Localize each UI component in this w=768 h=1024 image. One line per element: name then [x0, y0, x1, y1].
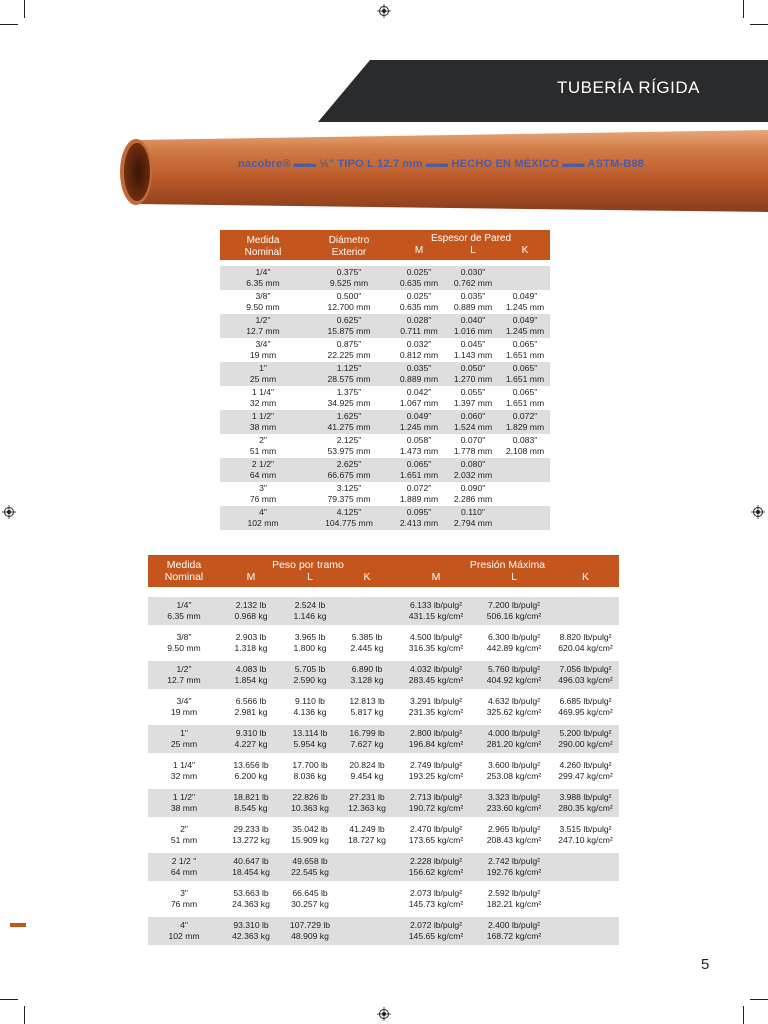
cell-nominal: 4" 102 mm	[220, 506, 306, 530]
cell-m: 0.032" 0.812 mm	[399, 339, 439, 360]
cell-pl: 6.300 lb/pulg² 442.89 kg/cm²	[486, 632, 542, 653]
cell-l: 0.035" 0.889 mm	[453, 291, 493, 312]
cell-wl: 66.645 lb 30.257 kg	[291, 888, 329, 909]
table-row	[220, 338, 550, 362]
cell-l: 0.090" 2.286 mm	[453, 483, 493, 504]
cell-diameter: 2.125" 53.975 mm	[327, 435, 371, 456]
cell-nominal: 2 1/2 " 64 mm	[148, 853, 220, 881]
cell-pm: 2.713 lb/pulg² 190.72 kg/cm²	[396, 789, 476, 817]
table-row	[148, 725, 619, 753]
cell-pm: 4.500 lb/pulg² 316.35 kg/cm²	[408, 632, 464, 653]
cell-nominal: 1" 25 mm	[220, 362, 306, 386]
cell-pm: 3.291 lb/pulg² 231.35 kg/cm²	[408, 696, 464, 717]
cell-wm: 93.310 lb 42.363 kg	[220, 917, 282, 945]
cell-wl: 49.658 lb 22.545 kg	[282, 853, 338, 881]
header-band	[318, 60, 768, 122]
cell-wk: 6.890 lb 3.128 kg	[338, 661, 396, 689]
table-row	[148, 917, 619, 945]
dimensions-table	[220, 230, 550, 530]
page-number: 5	[701, 956, 710, 973]
cell-pl: 2.592 lb/pulg² 182.21 kg/cm²	[486, 888, 542, 909]
cell-pl: 2.400 lb/pulg² 168.72 kg/cm²	[476, 917, 552, 945]
cell-diameter: 0.625" 15.875 mm	[306, 314, 392, 338]
cell-l: 0.050" 1.270 mm	[446, 362, 500, 386]
cell-nominal: 2" 51 mm	[249, 435, 277, 456]
cell-wk	[338, 885, 396, 913]
cell-nominal: 3" 76 mm	[170, 888, 198, 909]
cell-wl: 107.729 lb 48.909 kg	[282, 917, 338, 945]
cell-l: 0.045" 1.143 mm	[453, 339, 493, 360]
cell-diameter: 1.375" 34.925 mm	[327, 387, 371, 408]
cell-pk: 8.820 lb/pulg² 620.04 kg/cm²	[558, 632, 613, 653]
cell-pm: 2.749 lb/pulg² 193.25 kg/cm²	[408, 760, 464, 781]
cell-pl: 3.323 lb/pulg² 233.60 kg/cm²	[476, 789, 552, 817]
col-header-pressure-m: M	[396, 571, 476, 587]
col-header-wall: Espesor de Pared	[392, 230, 550, 245]
cell-nominal: 3/8" 9.50 mm	[246, 291, 280, 312]
cell-m: 0.028" 0.711 mm	[392, 314, 446, 338]
dimensions-table-body	[220, 260, 550, 530]
cell-nominal: 3/8" 9.50 mm	[167, 632, 201, 653]
cell-wk: 20.824 lb 9.454 kg	[349, 760, 385, 781]
table-row	[148, 821, 619, 849]
cell-k: 0.065" 1.651 mm	[505, 387, 545, 408]
col-header-weight: Peso por tramo	[220, 555, 396, 571]
cell-wl: 3.965 lb 1.800 kg	[293, 632, 327, 653]
cell-k: 0.049" 1.245 mm	[500, 314, 550, 338]
col-header-weight-l: L	[282, 571, 338, 587]
cell-m: 0.049" 1.245 mm	[392, 410, 446, 434]
cell-l: 0.110" 2.794 mm	[446, 506, 500, 530]
col-header-weight-k: K	[338, 571, 396, 587]
col-header-l: L	[446, 245, 500, 260]
registration-mark-icon	[377, 4, 391, 18]
table-row	[148, 757, 619, 785]
cell-wm: 40.647 lb 18.454 kg	[220, 853, 282, 881]
cell-pm: 2.470 lb/pulg² 173.65 kg/cm²	[408, 824, 464, 845]
cell-wm: 53.663 lb 24.363 kg	[232, 888, 270, 909]
pipe-imprint: nacobre® ▬▬ ½" TIPO L 12.7 mm ▬▬ HECHO EN MÉXICO ▬▬ ASTM-B88	[238, 158, 645, 170]
col-header-weight-m: M	[220, 571, 282, 587]
cell-k	[500, 482, 550, 506]
cell-m: 0.035" 0.889 mm	[392, 362, 446, 386]
cell-wk: 5.385 lb 2.445 kg	[350, 632, 384, 653]
table-row	[220, 266, 550, 290]
cell-wl: 17.700 lb 8.036 kg	[292, 760, 328, 781]
crop-mark	[743, 0, 744, 18]
cell-k: 0.083" 2.108 mm	[505, 435, 545, 456]
registration-mark-icon	[751, 505, 765, 519]
col-header-pressure: Presión Máxima	[396, 555, 619, 571]
cell-l: 0.055" 1.397 mm	[453, 387, 493, 408]
spacer-cell	[148, 587, 619, 597]
col-header-diameter: Diámetro Exterior	[306, 230, 392, 260]
cell-pl: 2.965 lb/pulg² 208.43 kg/cm²	[486, 824, 542, 845]
crop-mark	[24, 0, 25, 18]
weight-pressure-table	[148, 555, 619, 945]
cell-wl: 2.524 lb 1.146 kg	[282, 597, 338, 625]
cell-nominal: 3/4" 19 mm	[249, 339, 277, 360]
orange-marker	[10, 923, 26, 927]
table-row	[148, 693, 619, 721]
cell-pl: 5.760 lb/pulg² 404.92 kg/cm²	[476, 661, 552, 689]
cell-pk: 5.200 lb/pulg² 290.00 kg/cm²	[552, 725, 619, 753]
cell-wm: 6.566 lb 2.981 kg	[234, 696, 268, 717]
cell-pm: 2.072 lb/pulg² 145.65 kg/cm²	[396, 917, 476, 945]
crop-mark	[743, 1006, 744, 1024]
cell-wl: 35.042 lb 15.909 kg	[291, 824, 329, 845]
cell-l: 0.060" 1.524 mm	[446, 410, 500, 434]
table-row	[148, 885, 619, 913]
table-row	[148, 629, 619, 657]
cell-wm: 2.903 lb 1.318 kg	[234, 632, 268, 653]
cell-nominal: 1 1/2" 38 mm	[220, 410, 306, 434]
cell-wk: 16.799 lb 7.627 kg	[338, 725, 396, 753]
cell-pk: 6.685 lb/pulg² 469.95 kg/cm²	[558, 696, 613, 717]
weight-pressure-table-body	[148, 587, 619, 945]
cell-wk: 41.249 lb 18.727 kg	[348, 824, 386, 845]
table-row	[220, 434, 550, 458]
cell-pk	[552, 917, 619, 945]
cell-nominal: 1 1/2" 38 mm	[148, 789, 220, 817]
cell-diameter: 2.625" 66.675 mm	[306, 458, 392, 482]
cell-pk	[552, 597, 619, 625]
cell-l: 0.030" 0.762 mm	[446, 266, 500, 290]
table-row	[220, 290, 550, 314]
cell-wl: 22.826 lb 10.363 kg	[282, 789, 338, 817]
cell-nominal: 1 1/4" 32 mm	[170, 760, 198, 781]
crop-mark	[750, 999, 768, 1000]
cell-wm: 13.656 lb 6.200 kg	[233, 760, 269, 781]
cell-l: 0.080" 2.032 mm	[446, 458, 500, 482]
cell-nominal: 3" 76 mm	[249, 483, 277, 504]
cell-k	[500, 458, 550, 482]
copper-pipe-image	[118, 130, 768, 212]
page-title: TUBERÍA RÍGIDA	[556, 78, 700, 97]
crop-mark	[750, 24, 768, 25]
cell-diameter: 1.625" 41.275 mm	[306, 410, 392, 434]
cell-k	[500, 266, 550, 290]
cell-l: 0.040" 1.016 mm	[446, 314, 500, 338]
col-header-pressure-k: K	[552, 571, 619, 587]
cell-pl: 7.200 lb/pulg² 506.16 kg/cm²	[476, 597, 552, 625]
cell-diameter: 0.375" 9.525 mm	[306, 266, 392, 290]
cell-pm: 6.133 lb/pulg² 431.15 kg/cm²	[396, 597, 476, 625]
cell-pm: 2.800 lb/pulg² 196.84 kg/cm²	[396, 725, 476, 753]
cell-pl: 2.742 lb/pulg² 192.76 kg/cm²	[476, 853, 552, 881]
cell-nominal: 1" 25 mm	[148, 725, 220, 753]
cell-nominal: 1/4" 6.35 mm	[148, 597, 220, 625]
cell-wl: 13.114 lb 5.954 kg	[282, 725, 338, 753]
table-row	[148, 789, 619, 817]
cell-wk: 12.813 lb 5.817 kg	[349, 696, 385, 717]
cell-wk	[338, 853, 396, 881]
cell-diameter: 0.875" 22.225 mm	[327, 339, 371, 360]
cell-nominal: 2 1/2" 64 mm	[220, 458, 306, 482]
cell-k: 0.065" 1.651 mm	[500, 362, 550, 386]
table-row	[148, 853, 619, 881]
registration-mark-icon	[377, 1007, 391, 1021]
cell-pk	[552, 885, 619, 913]
cell-k: 0.065" 1.651 mm	[505, 339, 545, 360]
cell-m: 0.065" 1.651 mm	[392, 458, 446, 482]
cell-pm: 4.032 lb/pulg² 283.45 kg/cm²	[396, 661, 476, 689]
table-row	[220, 386, 550, 410]
cell-wl: 5.705 lb 2.590 kg	[282, 661, 338, 689]
cell-pk: 3.515 lb/pulg² 247.10 kg/cm²	[558, 824, 613, 845]
cell-nominal: 2" 51 mm	[170, 824, 198, 845]
cell-nominal: 4" 102 mm	[148, 917, 220, 945]
cell-m: 0.025" 0.635 mm	[392, 266, 446, 290]
cell-nominal: 1/2" 12.7 mm	[220, 314, 306, 338]
cell-wk	[338, 597, 396, 625]
cell-pl: 4.632 lb/pulg² 325.62 kg/cm²	[486, 696, 542, 717]
registration-mark-icon	[2, 505, 16, 519]
cell-nominal: 1 1/4" 32 mm	[249, 387, 277, 408]
cell-wm: 9.310 lb 4.227 kg	[220, 725, 282, 753]
cell-k: 0.049" 1.245 mm	[505, 291, 545, 312]
table-row	[220, 482, 550, 506]
cell-wm: 2.132 lb 0.968 kg	[220, 597, 282, 625]
cell-pm: 2.228 lb/pulg² 156.62 kg/cm²	[396, 853, 476, 881]
cell-m: 0.072" 1.889 mm	[399, 483, 439, 504]
cell-pl: 4.000 lb/pulg² 281.20 kg/cm²	[476, 725, 552, 753]
cell-m: 0.058" 1.473 mm	[399, 435, 439, 456]
cell-m: 0.095" 2.413 mm	[392, 506, 446, 530]
spacer-row	[148, 587, 619, 597]
crop-mark	[0, 999, 18, 1000]
crop-mark	[0, 24, 18, 25]
cell-wm: 18.821 lb 8.545 kg	[220, 789, 282, 817]
table-row	[220, 362, 550, 386]
cell-m: 0.042" 1.067 mm	[399, 387, 439, 408]
cell-l: 0.070" 1.778 mm	[453, 435, 493, 456]
col-header-m: M	[392, 245, 446, 260]
crop-mark	[24, 1006, 25, 1024]
col-header-pressure-l: L	[476, 571, 552, 587]
cell-wl: 9.110 lb 4.136 kg	[293, 696, 327, 717]
cell-nominal: 1/4" 6.35 mm	[220, 266, 306, 290]
cell-pk: 7.056 lb/pulg² 496.03 kg/cm²	[552, 661, 619, 689]
cell-nominal: 3/4" 19 mm	[170, 696, 198, 717]
col-header-nominal: Medida Nominal	[220, 230, 306, 260]
table-row	[220, 506, 550, 530]
cell-wk: 27.231 lb 12.363 kg	[338, 789, 396, 817]
cell-diameter: 3.125" 79.375 mm	[327, 483, 371, 504]
cell-k	[500, 506, 550, 530]
cell-pl: 3.600 lb/pulg² 253.08 kg/cm²	[486, 760, 542, 781]
cell-diameter: 1.125" 28.575 mm	[306, 362, 392, 386]
table-row	[148, 597, 619, 625]
cell-m: 0.025" 0.635 mm	[399, 291, 439, 312]
cell-wm: 29.233 lb 13.272 kg	[232, 824, 270, 845]
cell-pm: 2.073 lb/pulg² 145.73 kg/cm²	[408, 888, 464, 909]
cell-wk	[338, 917, 396, 945]
table-row	[220, 410, 550, 434]
cell-pk	[552, 853, 619, 881]
table-row	[148, 661, 619, 689]
table-row	[220, 458, 550, 482]
cell-diameter: 4.125" 104.775 mm	[306, 506, 392, 530]
cell-pk: 3.988 lb/pulg² 280.35 kg/cm²	[552, 789, 619, 817]
col-header-k: K	[500, 245, 550, 260]
cell-nominal: 1/2" 12.7 mm	[148, 661, 220, 689]
col-header-nominal: Medida Nominal	[148, 555, 220, 587]
cell-pk: 4.260 lb/pulg² 299.47 kg/cm²	[558, 760, 613, 781]
cell-k: 0.072" 1.829 mm	[500, 410, 550, 434]
table-row	[220, 314, 550, 338]
cell-wm: 4.083 lb 1.854 kg	[220, 661, 282, 689]
cell-diameter: 0.500" 12.700 mm	[327, 291, 371, 312]
